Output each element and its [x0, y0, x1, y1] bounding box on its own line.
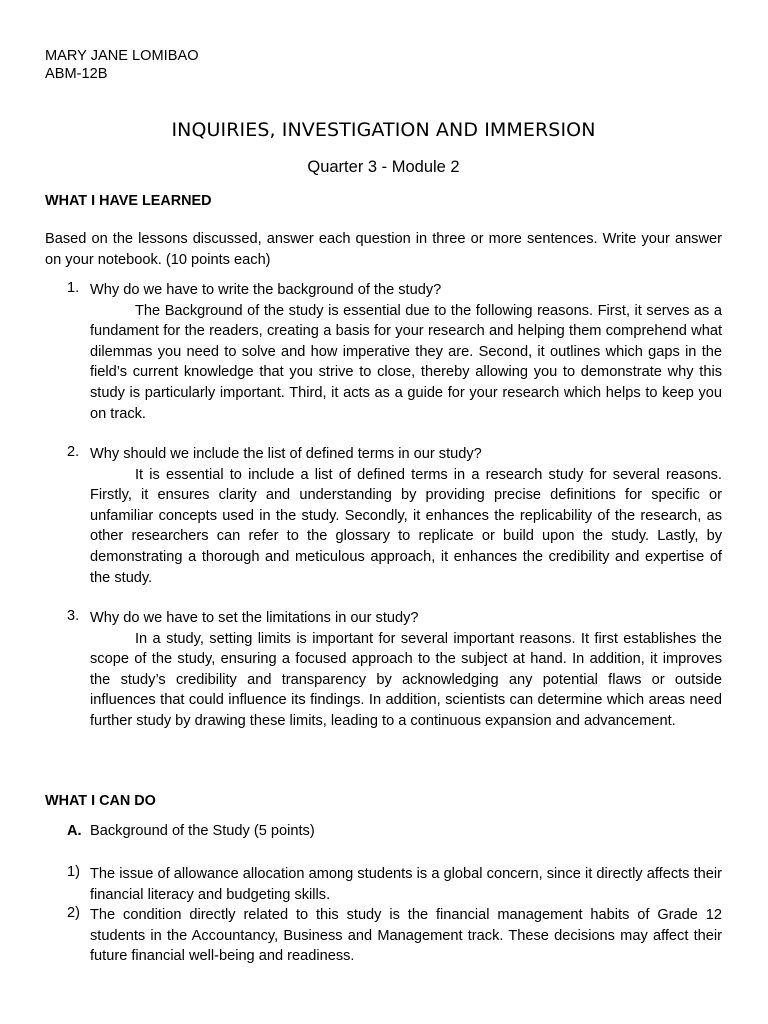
- question-text: Why do we have to write the background of the study?: [90, 282, 442, 298]
- item-text: The condition directly related to this study is the financial management habits of Grade 12 students in the Accountancy, Business and Management track. These decisions may affect their future financial well-being and readiness.: [90, 907, 722, 965]
- part-label: Background of the Study (5 points): [90, 823, 315, 839]
- item-number: 1): [67, 864, 80, 880]
- student-section: ABM-12B: [45, 66, 108, 82]
- question-number: 2.: [67, 444, 80, 460]
- question-text: Why do we have to set the limitations in our study?: [90, 610, 419, 626]
- document-title: INQUIRIES, INVESTIGATION AND IMMERSION: [171, 119, 596, 141]
- question-number: 1.: [67, 280, 80, 296]
- answer-paragraph: In a study, setting limits is important for several important reasons. It first establishes the scope of the study, ensuring a focused approach to the subject at hand. In addition, it improves the study’s credibility and transparency by acknowledging any potential flaws or outside influences that could influence its findings. In addition, scientists can determine which areas need further study by drawing these limits, leading to a continuous expansion and advancement.: [90, 630, 722, 729]
- question-number: 3.: [67, 608, 80, 624]
- student-name: MARY JANE LOMIBAO: [45, 48, 199, 64]
- instructions-paragraph: Based on the lessons discussed, answer each question in three or more sentences. Write your answer on your notebook. (10 points each): [45, 231, 722, 268]
- item-number: 2): [67, 905, 80, 921]
- answer-paragraph: The Background of the study is essential due to the following reasons. First, it serves as a fundament for the readers, creating a basis for your research and helping them comprehend what dilemmas you need to solve and how imperative they are. Second, it outlines which gaps in the field’s current knowledge that you strive to close, thereby allowing you to demonstrate why this study is particularly important. Third, it acts as a guide for your research which helps to keep you on track.: [90, 302, 722, 422]
- answer-paragraph: It is essential to include a list of defined terms in a research study for several reasons. Firstly, it ensures clarity and understanding by providing precise definitions for specific or unfamiliar concepts used in the study. Secondly, it enhances the replicability of the research, as other researchers can refer to the glossary to replicate or build upon the study. Lastly, by demonstrating a thorough and meticulous approach, it enhances the credibility and expertise of the study.: [90, 466, 722, 586]
- part-letter: A.: [67, 823, 82, 839]
- section-heading-learned: WHAT I HAVE LEARNED: [45, 193, 212, 209]
- section-heading-can-do: WHAT I CAN DO: [45, 793, 156, 809]
- item-text: The issue of allowance allocation among students is a global concern, since it directly affects their financial literacy and budgeting skills.: [90, 866, 722, 903]
- question-text: Why should we include the list of defined terms in our study?: [90, 446, 482, 462]
- document-subtitle: Quarter 3 - Module 2: [307, 158, 460, 176]
